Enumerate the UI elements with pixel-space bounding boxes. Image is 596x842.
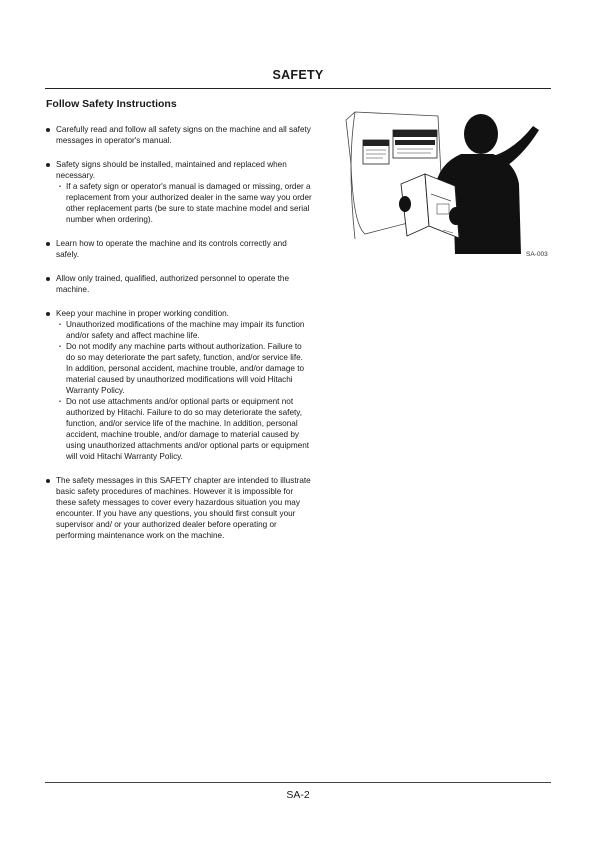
figure-code: SA-003 <box>526 251 548 258</box>
instruction-list <box>46 124 312 554</box>
bullet-text: Learn how to operate the machine and its controls correctly and safely. <box>56 239 287 259</box>
section-heading: Follow Safety Instructions <box>46 98 177 110</box>
bullet-text: Carefully read and follow all safety signs on the machine and all safety messages in operator's manual. <box>56 125 311 145</box>
footer-rule <box>45 782 551 783</box>
bullet-item <box>46 159 312 225</box>
safety-sign-icon <box>363 140 389 164</box>
bullet-item <box>46 475 312 541</box>
bullet-text: Safety signs should be installed, maintained and replaced when necessary. <box>56 160 287 180</box>
bullet-text: Allow only trained, qualified, authorized personnel to operate the machine. <box>56 274 290 294</box>
sub-bullet-item: ・ Unauthorized modifications of the machine may impair its function and/or safety and affect machine life. <box>56 319 312 341</box>
bullet-item <box>46 124 312 146</box>
warning-sign-icon <box>393 130 437 158</box>
sub-bullet-item: ・ If a safety sign or operator's manual is damaged or missing, order a replacement from your authorized dealer in the same way you order other replacement parts (be sure to state machine model and serial number when ordering). <box>56 181 312 225</box>
sub-bullet-item: ・ Do not modify any machine parts without authorization. Failure to do so may deteriorate the part safety, function, and/or service life. In addition, personal accident, machine trouble, and/or damage to material caused by unauthorized modifications will void Hitachi Warranty Policy. <box>56 341 312 396</box>
operator-reading-manual-illustration <box>343 104 553 254</box>
page-number: SA-2 <box>286 789 310 801</box>
bullet-text: The safety messages in this SAFETY chapter are intended to illustrate basic safety procedures of machines. However it is impossible for these safety messages to cover every hazardous situation you may encounter. If you have any questions, you should first consult your supervisor and/ or your authorized dealer before operating or performing maintenance work on the machine. <box>56 476 311 540</box>
page-title: SAFETY <box>272 68 324 82</box>
sub-bullet-item: ・ Do not use attachments and/or optional parts or equipment not authorized by Hitachi. Failure to do so may deteriorate the safety, function, and/or service life of the machine. In addition, personal accident, machine trouble, and/or damage to material caused by using unauthorized attachments and/or optional parts or equipment will void Hitachi Warranty Policy. <box>56 396 312 462</box>
bullet-item <box>46 238 312 260</box>
bullet-text: Keep your machine in proper working condition. <box>56 309 229 318</box>
header-rule <box>45 88 551 89</box>
bullet-item <box>46 273 312 295</box>
bullet-item <box>46 308 312 462</box>
